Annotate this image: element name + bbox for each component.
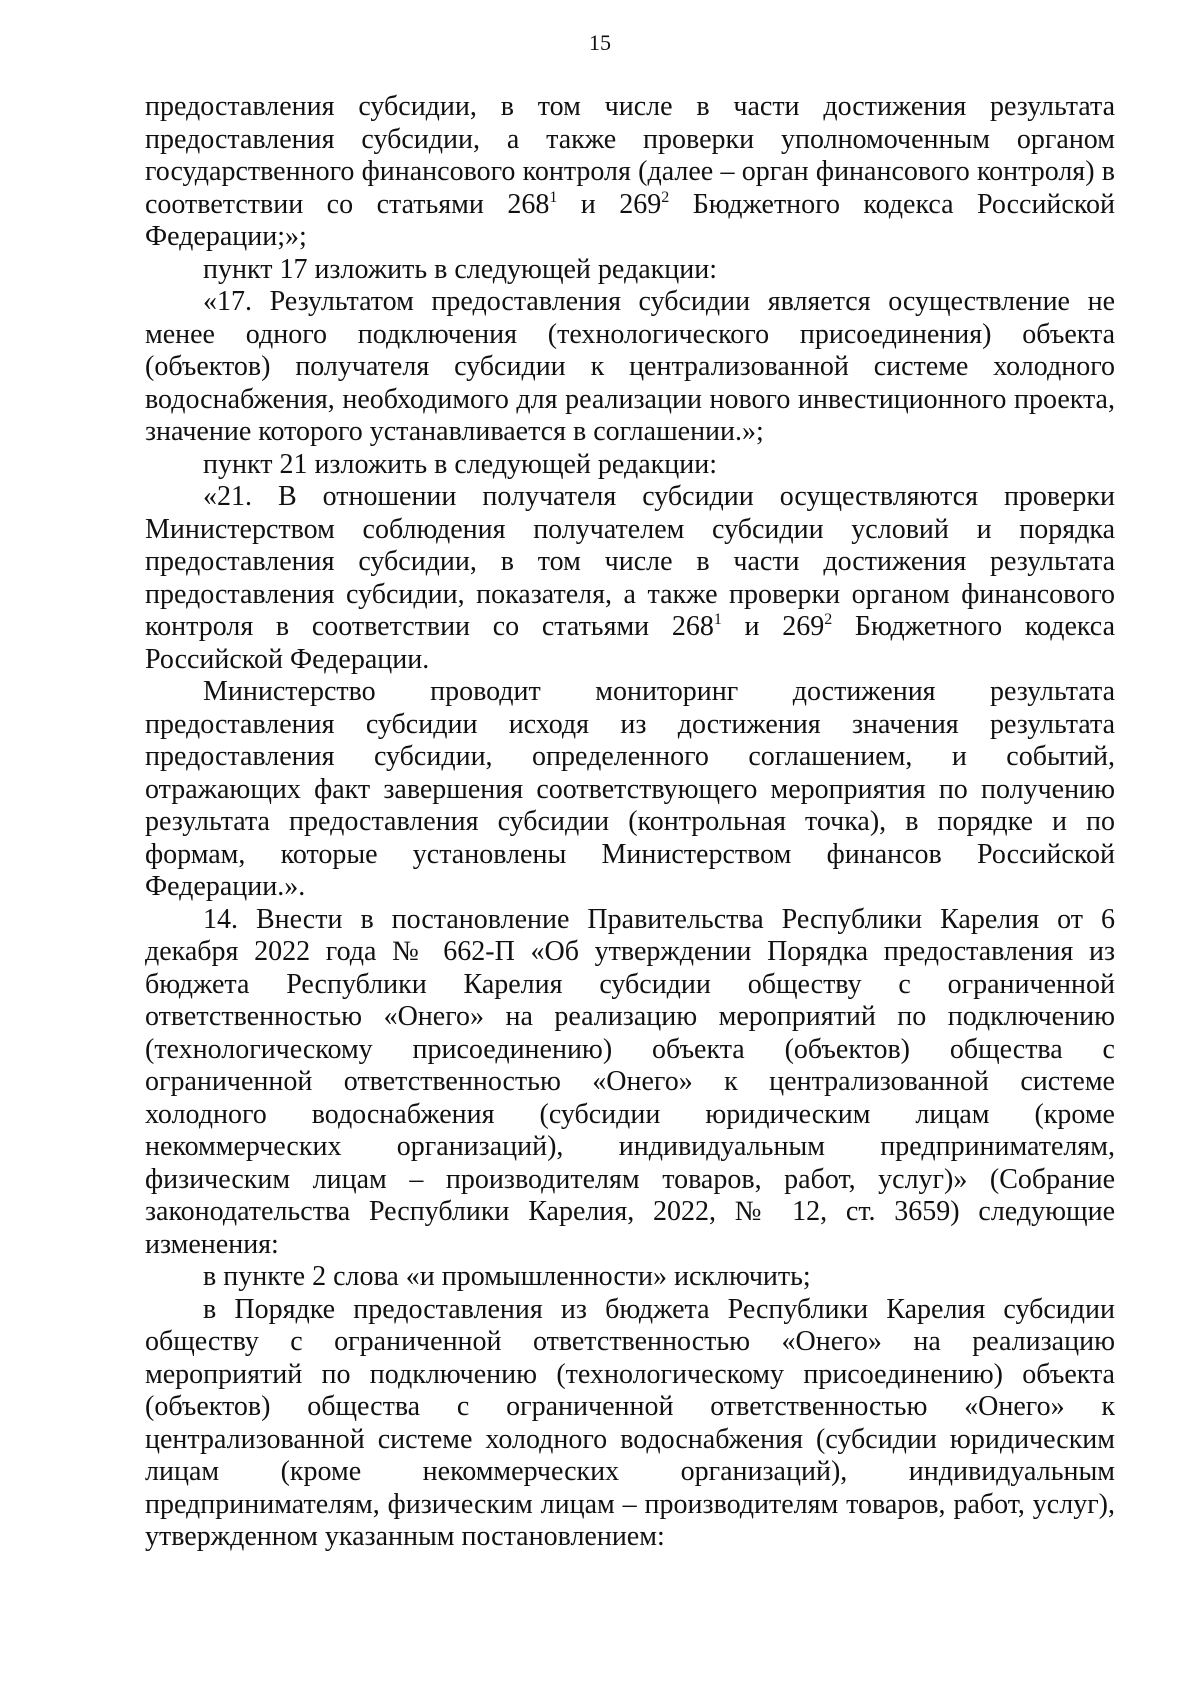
paragraph: [145, 481, 1115, 676]
document-body: [145, 91, 1115, 1554]
paragraph-text: в Порядке предоставления из бюджета Республики Карелия субсидии обществу с ограниченной ответственностью «Онего» на реализацию мероприятий по подключению (технологическому присоединению) объекта (объектов) общества с ограниченной ответственностью «Онего» к централизованной системе холодного водоснабжения (субсидии юридическим лицам (кроме некоммерческих организаций), индивидуальным предпринимателям, физическим лицам – производителям товаров, работ, услуг), утвержденном указанным постановлением:: [145, 1293, 1115, 1552]
paragraph: [145, 1261, 1115, 1294]
article-superscript: 2: [824, 611, 833, 628]
article-superscript: 1: [549, 188, 558, 206]
paragraph-text: «17. Результатом предоставления субсидии является осуществление не менее одного подключения (технологического присоединения) объекта (объектов) получателя субсидии к централизованной системе холодного водоснабжения, необходимого для реализации нового инвестиционного проекта, значение которого устанавливается в соглашении.»;: [145, 286, 1115, 447]
paragraph-text: «21. В отношении получателя субсидии осуществляются проверки Министерством соблюдения получателем субсидии условий и порядка предоставления субсидии, в том числе в части достижения результата предоставления субсидии, показателя, а также проверки органом финансового контроля в соответствии со статьями 268: [145, 481, 1115, 642]
paragraph: [145, 286, 1115, 449]
article-superscript: 1: [713, 611, 722, 628]
paragraph-text: и 269: [721, 611, 825, 642]
paragraph: [145, 254, 1115, 287]
paragraph: [145, 1294, 1115, 1554]
paragraph-text: в пункте 2 слова «и промышленности» исключить;: [203, 1261, 811, 1292]
paragraph: [145, 91, 1115, 254]
paragraph-text: пункт 17 изложить в следующей редакции:: [203, 253, 717, 285]
paragraph-text: Министерство проводит мониторинг достижения результата предоставления субсидии исходя из достижения значения результата предоставления субсидии, определенного соглашением, и событий, отражающих факт завершения соответствующего мероприятия по получению результата предоставления субсидии (контрольная точка), в порядке и по формам, которые установлены Министерством финансов Российской Федерации.».: [145, 676, 1115, 902]
paragraph: [145, 676, 1115, 904]
page-number: 15: [589, 30, 611, 55]
paragraph-text: Бюджетного кодекса Российской Федерации;»;: [145, 188, 1116, 252]
paragraph: [145, 904, 1115, 1262]
paragraph-text: предоставления субсидии, в том числе в части достижения результата предоставления субсидии, а также проверки уполномоченным органом государственного финансового контроля (далее – орган финансового контроля) в соответствии со статьями 268: [145, 91, 1115, 220]
article-superscript: 2: [661, 188, 670, 206]
paragraph-text: 14. Внести в постановление Правительства Республики Карелия от 6 декабря 2022 года № 662-П «Об утверждении Порядка предоставления из бюджета Республики Карелия субсидии обществу с ограниченной ответственностью «Онего» на реализацию мероприятий по подключению (технологическому присоединению) объекта (объектов) общества с ограниченной ответственностью «Онего» к централизованной системе холодного водоснабжения (субсидии юридическим лицам (кроме некоммерческих организаций), индивидуальным предпринимателям, физическим лицам – производителям товаров, работ, услуг)» (Собрание законодательства Республики Карелия, 2022, № 12, ст. 3659) следующие изменения:: [145, 903, 1115, 1260]
paragraph: [145, 449, 1115, 482]
paragraph-text: Бюджетного кодекса Российской Федерации.: [145, 611, 1116, 675]
paragraph-text: и 269: [557, 188, 662, 220]
paragraph-text: пункт 21 изложить в следующей редакции:: [203, 448, 717, 480]
